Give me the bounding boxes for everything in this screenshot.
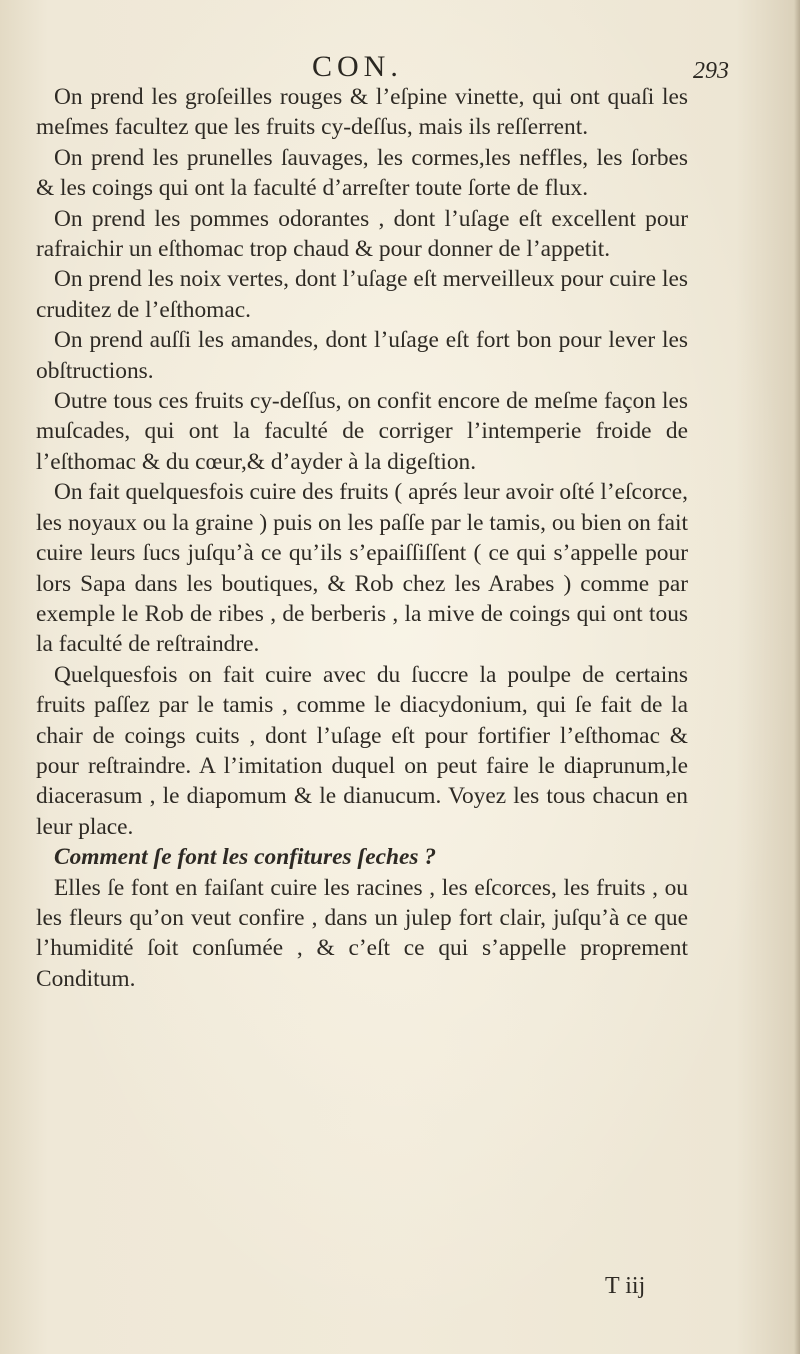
paragraph-rob: On fait quelquesfois cuire des fruits ( aprés leur avoir oſté l’eſcorce, les noyaux ou la graine ) puis on les paſſe par le tamis, ou bien on fait cuire leurs ſucs juſqu’à ce qu’ils s’epaiſſiſſent ( ce qui s’appelle pour lors Sapa dans les boutiques, & Rob chez les Arabes ) comme par exemple le Rob de ribes , de berberis , la mive de coings qui ont tous la faculté de reſtraindre. — [36, 479, 688, 658]
paragraph-conditum: Elles ſe font en faiſant cuire les racines , les eſcorces, les fruits , ou les fleurs qu’on veut confire , dans un julep fort clair, juſqu’à ce que l’humidité ſoit conſumée , & c’eſt ce qui s’appelle proprement Conditum. — [36, 874, 688, 992]
paragraph-diacydonium: Quelquesfois on fait cuire avec du ſuccre la poulpe de certains fruits paſſez par le tamis , comme le diacydonium, qui ſe fait de la chair de coings cuits , dont l’uſage eſt pour fortifier l’eſthomac & pour reſtraindre. A l’imitation duquel on peut faire le diaprunum,le diacerasum , le diapomum & le dianucum. Voyez les tous chacun en leur place. — [36, 661, 688, 840]
body-text — [36, 82, 688, 994]
page-number: 293 — [693, 58, 729, 84]
page-edge-shadow — [794, 0, 800, 1354]
paragraph-muscades: Outre tous ces fruits cy-deſſus, on confit encore de meſme façon les muſcades, qui ont la faculté de corriger l’intemperie froide de l’eſthomac & du cœur,& d’ayder à la digeſtion. — [36, 388, 688, 475]
paragraph-noix: On prend les noix vertes, dont l’uſage eſt merveilleux pour cuire les cruditez de l’eſthomac. — [36, 266, 688, 323]
paragraph-amandes: On prend auſſi les amandes, dont l’uſage eſt fort bon pour lever les obſtructions. — [36, 327, 688, 384]
paragraph-groseilles: On prend les groſeilles rouges & l’eſpine vinette, qui ont quaſi les meſmes facultez que les fruits cy-deſſus, mais ils reſſerrent. — [36, 84, 688, 141]
running-head: CON. — [312, 50, 403, 83]
signature-mark: T iij — [605, 1273, 646, 1299]
paragraph-prunelles: On prend les prunelles ſauvages, les cormes,les neffles, les ſorbes & les coings qui ont la faculté d’arreſter toute ſorte de flux. — [36, 144, 688, 202]
section-heading: Comment ſe font les confitures ſeches ? — [54, 844, 437, 871]
paragraph-pommes: On prend les pommes odorantes , dont l’uſage eſt excellent pour rafraichir un eſthomac trop chaud & pour donner de l’appetit. — [36, 205, 688, 263]
